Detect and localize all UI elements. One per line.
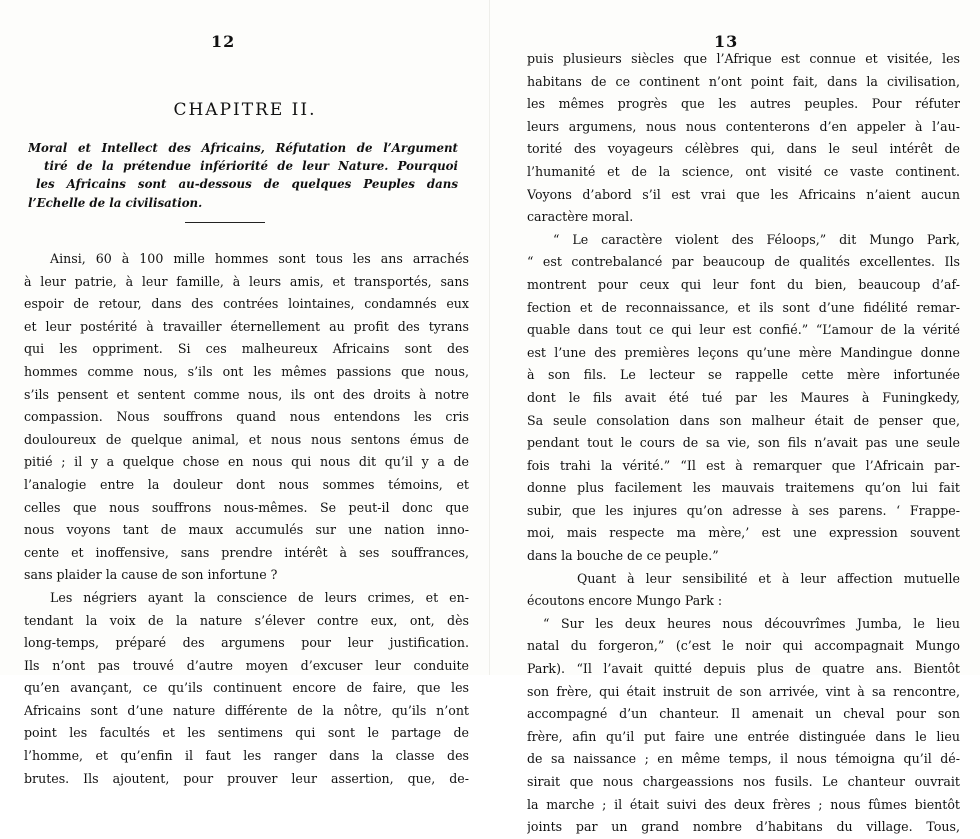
text-line: douloureux de quelque animal, et nous nous sentons émus de	[24, 431, 469, 447]
text-line: brutes. Ils ajoutent, pour prouver leur assertion, que, de-	[24, 770, 469, 786]
text-line: montrent pour ceux qui leur font du bien, beaucoup d’af-	[527, 276, 960, 292]
chapter-title: CHAPITRE II.	[173, 100, 317, 120]
text-line: espoir de retour, dans des contrées lointaines, condamnés eux	[24, 296, 469, 312]
text-line: subir, que les injures qu’on adresse à ses parens. ‘ Frappe-	[527, 502, 960, 518]
text-line: Ainsi, 60 à 100 mille hommes sont tous les ans arrachés	[50, 251, 469, 266]
text-line: moi, mais respecte ma mère,’ est une expression souvent	[527, 525, 960, 541]
page-number: 13	[714, 32, 739, 51]
text-line: dont le fils avait été tué par les Maures à Funingkedy,	[527, 389, 960, 405]
text-line: leurs argumens, nous nous contenterons d’en appeler à l’au-	[527, 118, 960, 134]
text-line: point les facultés et les sentimens qui sont le partage de	[24, 725, 469, 741]
text-line: “ Le caractère violent des Féloops,” dit Mungo Park,	[553, 231, 960, 247]
text-line: sans plaider la cause de son infortune ?	[24, 567, 278, 583]
text-line: l’humanité et de la science, ont visité ce vaste continent.	[527, 163, 960, 179]
text-line: et leur postérité à travailler éternellement au profit des tyrans	[24, 318, 469, 334]
text-line: “ est contrebalancé par beaucoup de qualités excellentes. Ils	[527, 254, 960, 270]
text-line: fection et de reconnaissance, et ils sont d’une fidélité remar-	[527, 299, 960, 315]
summary-line: l’Echelle de la civilisation.	[28, 195, 203, 210]
text-line: Sa seule consolation dans son malheur était de penser que,	[527, 412, 960, 428]
body-text	[24, 248, 469, 790]
summary-line: Moral et Intellect des Africains, Réfutation de l’Argument	[28, 141, 458, 155]
text-line: torité des voyageurs célèbres qui, dans le seul intérêt de	[527, 141, 960, 157]
right-page	[490, 0, 980, 835]
text-line: la marche ; il était suivi des deux frères ; nous fûmes bientôt	[527, 796, 960, 812]
text-line: quable dans tout ce qui leur est confié.” “L’amour de la vérité	[527, 322, 960, 338]
text-line: l’analogie entre la douleur dont nous sommes témoins, et	[24, 476, 469, 492]
text-line: Africains sont d’une nature différente de la nôtre, qu’ils n’ont	[24, 702, 469, 718]
text-line: joints par un grand nombre d’habitans du village. Tous,	[527, 819, 960, 835]
text-line: donne plus facilement les mauvais traitemens qu’on lui fait	[527, 480, 960, 496]
text-line: à son fils. Le lecteur se rappelle cette mère infortunée	[527, 367, 960, 383]
text-line: long-temps, préparé des argumens pour leur justification.	[24, 635, 469, 651]
text-line: cente et inoffensive, sans prendre intérêt à ses souffrances,	[24, 544, 469, 560]
text-line: accompagné d’un chanteur. Il amenait un cheval pour son	[527, 706, 960, 722]
text-line: frère, afin qu’il put faire une entrée distinguée dans le lieu	[527, 728, 960, 744]
text-line: l’homme, et qu’enfin il faut les ranger dans la classe des	[24, 748, 469, 764]
chapter-summary	[28, 139, 458, 212]
left-page	[0, 0, 490, 786]
text-line: hommes comme nous, s’ils ont les mêmes passions que nous,	[24, 363, 469, 379]
text-line: Park). “Il l’avait quitté depuis plus de quatre ans. Bientôt	[527, 661, 960, 677]
text-line: Les négriers ayant la conscience de leurs crimes, et en-	[50, 589, 469, 605]
text-line: Voyons d’abord s’il est vrai que les Africains n’aient aucun	[527, 186, 960, 202]
text-line: caractère moral.	[527, 209, 634, 225]
text-line: dans la bouche de ce peuple.”	[527, 548, 719, 564]
text-line: pendant tout le cours de sa vie, son fils n’avait pas une seule	[527, 435, 960, 451]
text-line: sirait que nous chargeassions nos fusils. Le chanteur ouvrait	[527, 774, 960, 789]
text-line: qu’en avançant, ce qu’ils continuent encore de faire, que les	[24, 680, 469, 696]
text-line: compassion. Nous souffrons quand nous entendons les cris	[24, 409, 469, 425]
text-line: est l’une des premières leçons qu’une mère Mandingue donne	[527, 344, 960, 360]
page-number: 12	[211, 32, 236, 51]
text-line: natal du forgeron,” (c’est le noir qui accompagnait Mungo	[527, 638, 960, 654]
text-line: son frère, qui était instruit de son arrivée, vint à sa rencontre,	[527, 683, 960, 699]
text-line: s’ils pensent et sentent comme nous, ils ont des droits à notre	[24, 386, 469, 402]
text-line: habitans de ce continent n’ont point fait, dans la civilisation,	[527, 73, 960, 89]
text-line: “ Sur les deux heures nous découvrîmes Jumba, le lieu	[543, 615, 960, 631]
summary-line: les Africains sont au-dessous de quelques Peuples dans	[36, 177, 458, 192]
text-line: celles que nous souffrons nous-mêmes. Se peut-il donc que	[24, 499, 469, 515]
body-text	[527, 48, 960, 839]
text-line: nous voyons tant de maux accumulés sur une nation inno-	[24, 522, 469, 538]
text-line: écoutons encore Mungo Park :	[527, 593, 723, 609]
text-line: fois trahi la vérité.” “Il est à remarquer que l’Africain par-	[527, 457, 960, 473]
text-line: à leur patrie, à leur famille, à leurs amis, et transportés, sans	[24, 273, 469, 289]
text-line: pitié ; il y a quelque chose en nous qui nous dit qu’il y a de	[24, 454, 469, 470]
text-line: les mêmes progrès que les autres peuples. Pour réfuter	[527, 96, 960, 112]
text-line: de sa naissance ; en même temps, il nous témoigna qu’il dé-	[527, 751, 960, 767]
text-line: tendant la voix de la nature s’élever contre eux, ont, dès	[24, 612, 469, 628]
section-divider	[185, 222, 265, 223]
summary-line: tiré de la prétendue infériorité de leur Nature. Pourquoi	[44, 159, 458, 174]
text-line: qui les oppriment. Si ces malheureux Africains sont des	[24, 341, 469, 357]
text-line: Ils n’ont pas trouvé d’autre moyen d’excuser leur conduite	[24, 657, 469, 673]
text-line: puis plusieurs siècles que l’Afrique est connue et visitée, les	[527, 51, 960, 66]
text-line: Quant à leur sensibilité et à leur affection mutuelle	[577, 570, 960, 586]
